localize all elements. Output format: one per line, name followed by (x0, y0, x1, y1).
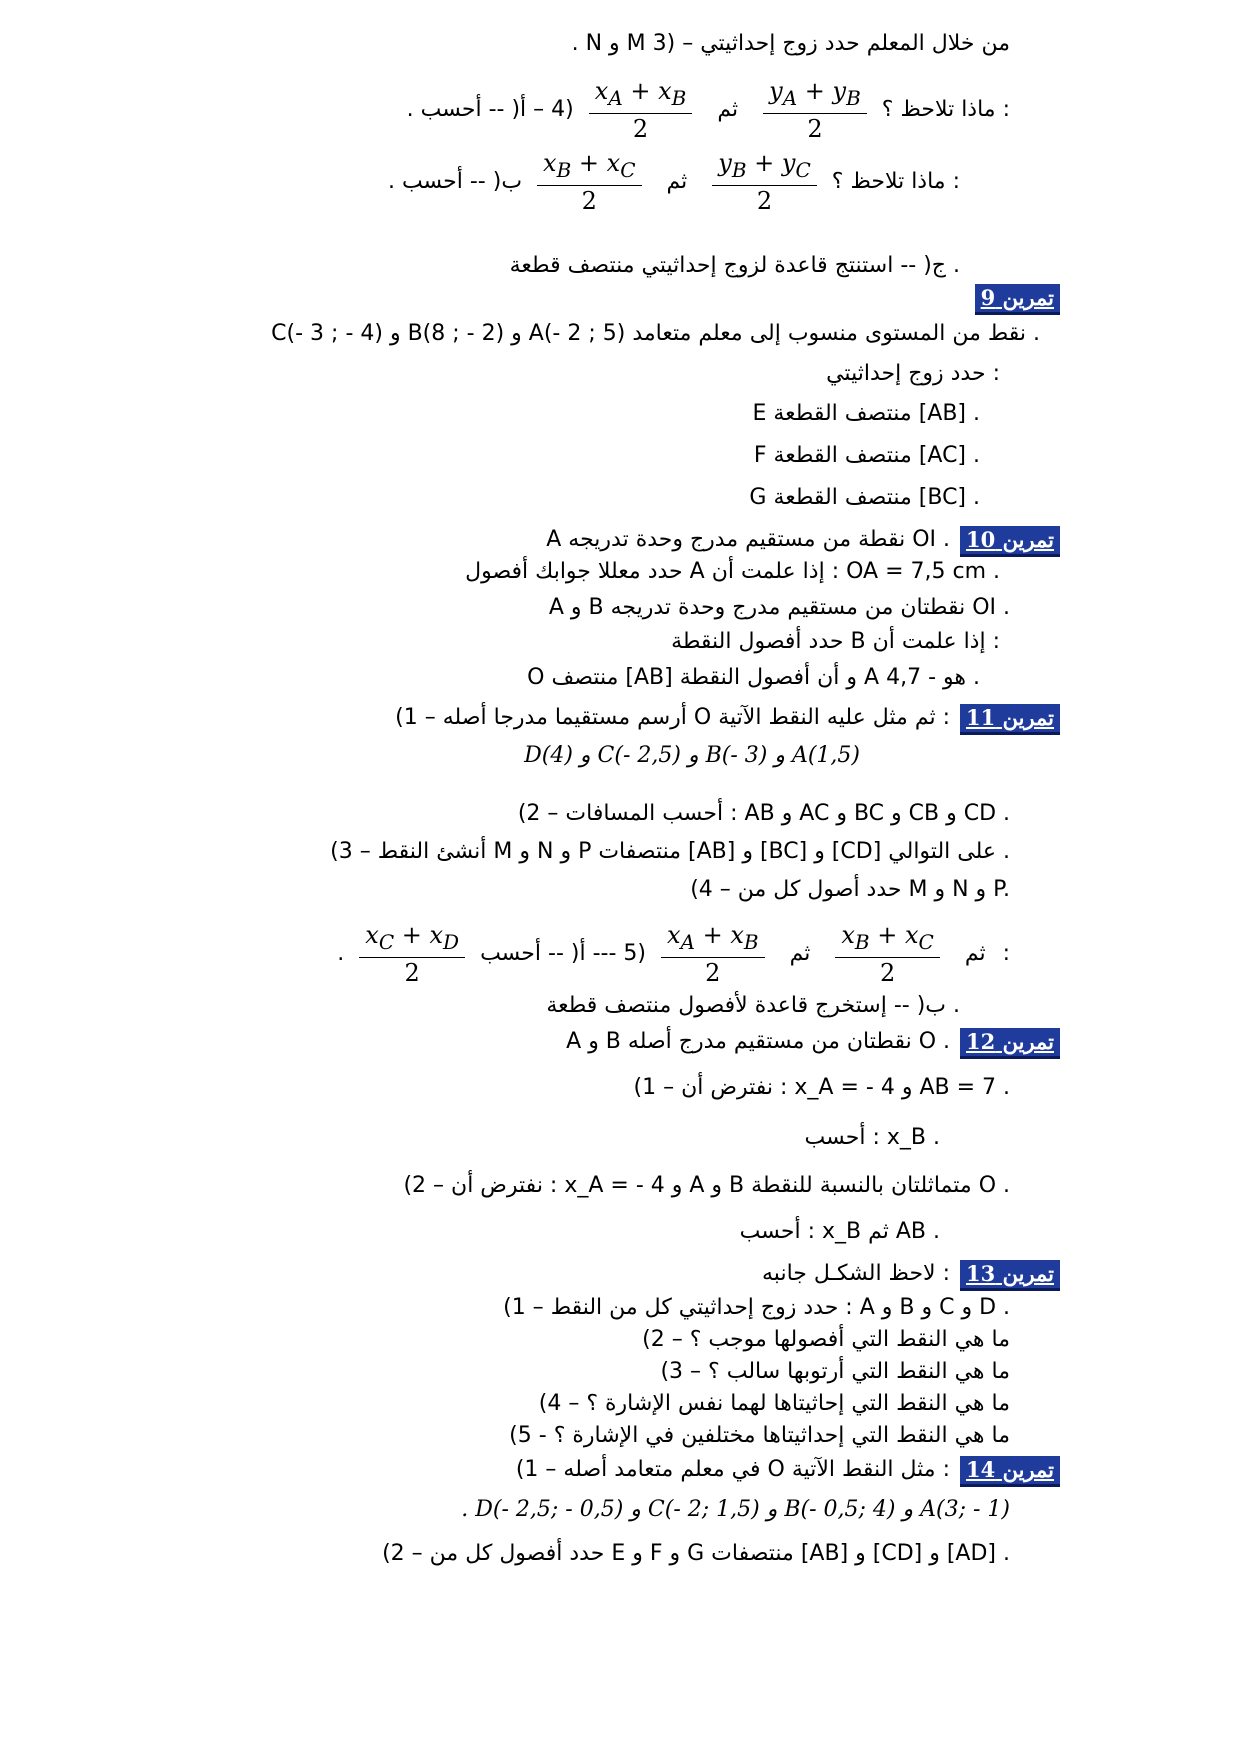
ex11-line-2: D(4) و C(- 2,5) و B(- 3) و A(1,5) (524, 743, 860, 768)
ex11-line-7: ب( -- إستخرج قاعدة لأفصول منتصف قطعة . (546, 993, 960, 1018)
ex12-line-2: (1 – نفترض أن : x_A = - 4 و AB = 7 . (633, 1075, 1010, 1100)
ex10-line-3: A و B نقطتان من مستقيم مدرج وحدة تدريجه OI . (548, 595, 1010, 620)
fraction-xB-xC-2: $\frac{x_B + x_C}{2}$ (835, 920, 939, 988)
exercise-12-title: تمرين 12 (960, 1028, 1060, 1059)
ex9-line-4: F منتصف القطعة [AC] . (753, 443, 980, 468)
fraction-yB-yC: $\frac{y_B + y_C}{2}$ (712, 148, 817, 216)
ex11-line-3: (2 – أحسب المسافات : AB و AC و BC و CB و CD . (517, 801, 1010, 826)
ex11-line-6: . $\frac{x_C + x_D}{2}$ ثم $\frac{x_B + x_C}{2}$ ثم $\frac{x_A + x_B}{2}$ (5 --- أ( -- أحسب : (337, 921, 1010, 987)
ex9-line-2: حدد زوج إحداثيتي : (826, 361, 1000, 386)
ex11-line-4: (3 – أنشئ النقط M و N و P منتصفات [AB] و [BC] و [CD] على التوالي . (330, 839, 1010, 864)
ex13-line-1: لاحظ الشكـل جانبه : (762, 1261, 950, 1286)
fraction-xC-xD: $\frac{x_C + x_D}{2}$ (359, 920, 465, 988)
q3-line: . N و M من خلال المعلم حدد زوج إحداثيتي – (3 (571, 31, 1010, 56)
ex11-line-5: (4 – حدد أصول كل من M و N و P. (690, 877, 1010, 902)
exercise-13-title: تمرين 13 (960, 1260, 1060, 1291)
ex12-line-5: أحسب : x_B ثم AB . (739, 1219, 940, 1244)
fraction-yA-yB: $\frac{y_A + y_B}{2}$ (763, 76, 867, 144)
ex9-line-5: G منتصف القطعة [BC] . (749, 485, 980, 510)
ex10-line-5: O منتصف [AB] و أن أفصول النقطة A هو - 4,7 . (527, 665, 980, 690)
ex13-line-6: (5 - ما هي النقط التي إحداثيتاها مختلفين في الإشارة ؟ (509, 1423, 1010, 1448)
ex12-line-3: أحسب : x_B . (804, 1125, 940, 1150)
exercise-10-title: تمرين 10 (960, 526, 1060, 557)
ex13-line-5: (4 – ما هي النقط التي إحاثيتاها لهما نفس الإشارة ؟ (538, 1391, 1010, 1416)
ex13-line-4: (3 – ما هي النقط التي أرتوبها سالب ؟ (660, 1359, 1010, 1384)
fraction-xA-xB: $\frac{x_A + x_B}{2}$ (589, 76, 693, 144)
q4b-line: . ماذا تلاحظ ؟ $\frac{y_B + y_C}{2}$ ثم $\frac{x_B + x_C}{2}$ ب( -- أحسب : (387, 149, 960, 215)
ex13-line-2: (1 – حدد زوج إحداثيتي كل من النقط : A و B و C و D . (503, 1295, 1010, 1320)
ex12-line-4: (2 – نفترض أن : x_A = - 4 و A و B متماثلتان بالنسبة للنقطة O . (403, 1173, 1010, 1198)
exercise-14-title: تمرين 14 (960, 1456, 1060, 1487)
ex9-line-1: C(- 3 ; - 4) و B(8 ; - 2) و A(- 2 ; 5) نقط من المستوى منسوب إلى معلم متعامد . (271, 321, 1040, 346)
fraction-xB-xC: $\frac{x_B + x_C}{2}$ (537, 148, 641, 216)
exercise-11-title: تمرين 11 (960, 704, 1060, 735)
fraction-xA-xB-2: $\frac{x_A + x_B}{2}$ (661, 920, 765, 988)
ex12-line-1: A و B نقطتان من مستقيم مدرج أصله O . (566, 1029, 950, 1054)
q4c-line: ج( -- استنتج قاعدة لزوج إحداثيتي منتصف قطعة . (509, 253, 960, 278)
ex14-line-1: (1 – في معلم متعامد أصله O مثل النقط الآتية : (515, 1457, 950, 1482)
ex13-line-3: (2 – ما هي النقط التي أفصولها موجب ؟ (642, 1327, 1010, 1352)
ex10-line-2: حدد معللا جوابك أفصول A إذا علمت أن : OA = 7,5 cm . (465, 559, 1000, 584)
ex9-line-3: E منتصف القطعة [AB] . (752, 401, 980, 426)
q4a-tail: . ماذا تلاحظ ؟ (406, 96, 996, 122)
ex14-line-2: . D(- 2,5; - 0,5) و C(- 2; 1,5) و B(- 0,5; 4) و A(3; - 1) (461, 1497, 1010, 1522)
ex11-line-1: (1 – أرسم مستقيما مدرجا أصله O ثم مثل عليه النقط الآتية : (395, 705, 950, 730)
ex10-line-1: A نقطة من مستقيم مدرج وحدة تدريجه OI . (546, 527, 950, 552)
ex14-line-3: (2 – حدد أفصول كل من E و F و G منتصفات [AB] و [CD] و [AD] . (382, 1541, 1010, 1566)
q4a-line: . ماذا تلاحظ ؟ $\frac{y_A + y_B}{2}$ ثم $\frac{x_A + x_B}{2}$ (4 – أ( -- أحسب : (406, 77, 1010, 143)
exercise-9-title: تمرين 9 (975, 284, 1060, 315)
ex10-line-4: حدد أفصول النقطة B إذا علمت أن : (671, 629, 1000, 654)
